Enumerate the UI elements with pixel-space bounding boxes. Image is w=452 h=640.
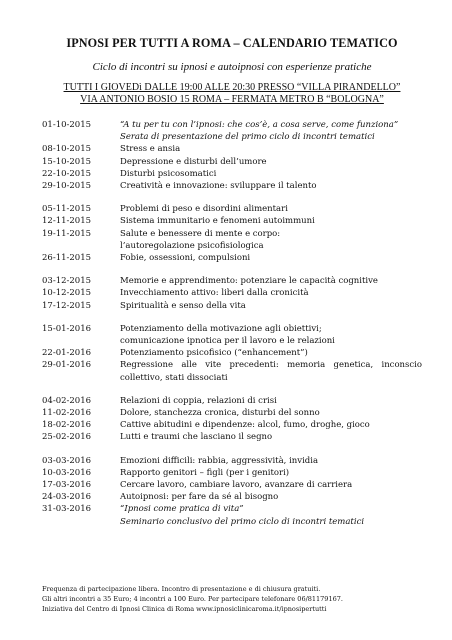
schedule-row: [42, 143, 422, 155]
schedule-row: [42, 335, 422, 347]
event-date: 03-12-2015: [42, 276, 92, 287]
page-title: IPNOSI PER TUTTI A ROMA – CALENDARIO TEMATICO: [66, 36, 398, 50]
event-topic: Potenziamento psicofisico (“enhancement”): [120, 348, 308, 359]
event-topic: Seminario conclusivo del primo ciclo di incontri tematici: [120, 516, 365, 527]
event-date: 22-10-2015: [42, 168, 92, 179]
event-topic: “A tu per tu con l’ipnosi: che cos’è, a cosa serve, come funziona”: [120, 120, 399, 130]
event-date: 24-03-2016: [42, 492, 92, 503]
event-date: [42, 516, 120, 528]
month-group-december: [42, 275, 422, 312]
month-group-november: [42, 203, 422, 264]
schedule-row: [42, 347, 422, 359]
month-group-october: [42, 119, 422, 192]
schedule-row: [42, 407, 422, 419]
event-topic: Salute e benessere di mente e corpo:: [120, 228, 281, 239]
schedule-row: [42, 467, 422, 479]
event-topic: Regressione alle vite precedenti: memoria genetica, inconscio collettivo, stati dissociati: [120, 360, 422, 383]
footer-line: Iniziativa del Centro di Ipnosi Clinica di Roma www.ipnosiclinicaroma.it/ipnosipertutti: [42, 605, 327, 613]
venue-address-info: VIA ANTONIO BOSIO 15 ROMA – FERMATA METRO B “BOLOGNA”: [80, 94, 384, 105]
schedule-row: [42, 252, 422, 264]
event-topic: l’autoregolazione psicofisiologica: [120, 240, 264, 251]
event-topic: Lutti e traumi che lasciano il segno: [120, 432, 273, 443]
event-topic: Depressione e disturbi dell’umore: [120, 156, 267, 167]
footer-line: Gli altri incontri a 35 Euro; 4 incontri a 100 Euro. Per partecipare telefonare 06/81179167.: [42, 595, 343, 603]
schedule-row: [42, 419, 422, 431]
event-topic: Creatività e innovazione: sviluppare il talento: [120, 181, 317, 192]
schedule-row: [42, 431, 422, 443]
event-topic: Sistema immunitario e fenomeni autoimmuni: [120, 216, 315, 227]
schedule-row: [42, 228, 422, 240]
month-group-january: [42, 323, 422, 384]
schedule-list: [42, 119, 422, 528]
event-date: 05-11-2015: [42, 204, 92, 215]
event-topic: Dolore, stanchezza cronica, disturbi del sonno: [120, 408, 320, 419]
event-date: 12-11-2015: [42, 216, 92, 227]
event-topic: Cercare lavoro, cambiare lavoro, avanzare di carriera: [120, 480, 353, 491]
event-topic: Cattive abitudini e dipendenze: alcol, fumo, droghe, gioco: [120, 420, 370, 431]
schedule-time-info: TUTTI I GIOVEDì DALLE 19:00 ALLE 20:30 PRESSO “VILLA PIRANDELLO”: [63, 82, 401, 93]
event-topic: Emozioni difficili: rabbia, aggressività, invidia: [120, 455, 319, 466]
event-date: 18-02-2016: [42, 420, 92, 431]
event-date: 29-10-2015: [42, 181, 92, 192]
event-date: 08-10-2015: [42, 144, 92, 155]
schedule-row: [42, 287, 422, 299]
event-topic: comunicazione ipnotica per il lavoro e le relazioni: [120, 336, 335, 347]
schedule-row: [42, 168, 422, 180]
schedule-row: [42, 215, 422, 227]
event-topic: Rapporto genitori – figli (per i genitori): [120, 467, 290, 478]
schedule-row: [42, 479, 422, 491]
event-date: 11-02-2016: [42, 408, 92, 419]
event-date: [42, 240, 120, 252]
event-topic: Autoipnosi: per fare da sé al bisogno: [120, 492, 279, 503]
event-topic: “Ipnosi come pratica di vita”: [120, 504, 244, 515]
event-topic: Fobie, ossessioni, compulsioni: [120, 253, 251, 264]
schedule-row: [42, 491, 422, 503]
event-date: 10-12-2015: [42, 288, 92, 299]
event-topic: Disturbi psicosomatici: [120, 168, 217, 179]
event-topic: Problemi di peso e disordini alimentari: [120, 204, 288, 215]
schedule-row: [42, 516, 422, 528]
schedule-row: [42, 395, 422, 407]
event-topic: Relazioni di coppia, relazioni di crisi: [120, 395, 277, 406]
event-date: [42, 335, 120, 347]
event-date: 19-11-2015: [42, 228, 92, 239]
event-date: 01-10-2015: [42, 120, 92, 130]
event-date: 31-03-2016: [42, 504, 92, 515]
schedule-row: [42, 503, 422, 515]
month-group-february: [42, 395, 422, 444]
event-date: 10-03-2016: [42, 467, 92, 478]
page-subtitle: Ciclo di incontri su ipnosi e autoipnosi con esperienze pratiche: [92, 61, 372, 73]
event-topic: Potenziamento della motivazione agli obiettivi;: [120, 323, 322, 334]
event-date: 22-01-2016: [42, 348, 92, 359]
schedule-row: [42, 156, 422, 168]
event-date: 15-01-2016: [42, 323, 92, 334]
schedule-row: [42, 203, 422, 215]
event-date: 26-11-2015: [42, 253, 92, 264]
event-topic: Stress e ansia: [120, 144, 181, 155]
schedule-row: [42, 131, 422, 143]
event-date: 29-01-2016: [42, 360, 92, 371]
event-topic: Invecchiamento attivo: liberi dalla cronicità: [120, 288, 309, 299]
schedule-row: [42, 359, 422, 383]
schedule-row: [42, 300, 422, 312]
event-date: 17-03-2016: [42, 480, 92, 491]
footer-line: Frequenza di partecipazione libera. Incontro di presentazione e di chiusura gratuiti.: [42, 585, 321, 593]
event-date: 04-02-2016: [42, 395, 92, 406]
event-topic: Memorie e apprendimento: potenziare le capacità cognitive: [120, 276, 378, 287]
schedule-row: [42, 240, 422, 252]
event-date: [42, 131, 120, 143]
event-date: 25-02-2016: [42, 432, 92, 443]
event-topic: Spiritualità e senso della vita: [120, 300, 246, 311]
schedule-row: [42, 455, 422, 467]
footer-notes: [42, 584, 432, 614]
event-topic: Serata di presentazione del primo ciclo di incontri tematici: [120, 132, 375, 143]
schedule-row: [42, 275, 422, 287]
event-date: 17-12-2015: [42, 300, 92, 311]
month-group-march: [42, 455, 422, 528]
schedule-row: [42, 180, 422, 192]
event-date: 15-10-2015: [42, 156, 92, 167]
event-date: 03-03-2016: [42, 455, 92, 466]
schedule-row: [42, 323, 422, 335]
schedule-row: [42, 119, 422, 131]
